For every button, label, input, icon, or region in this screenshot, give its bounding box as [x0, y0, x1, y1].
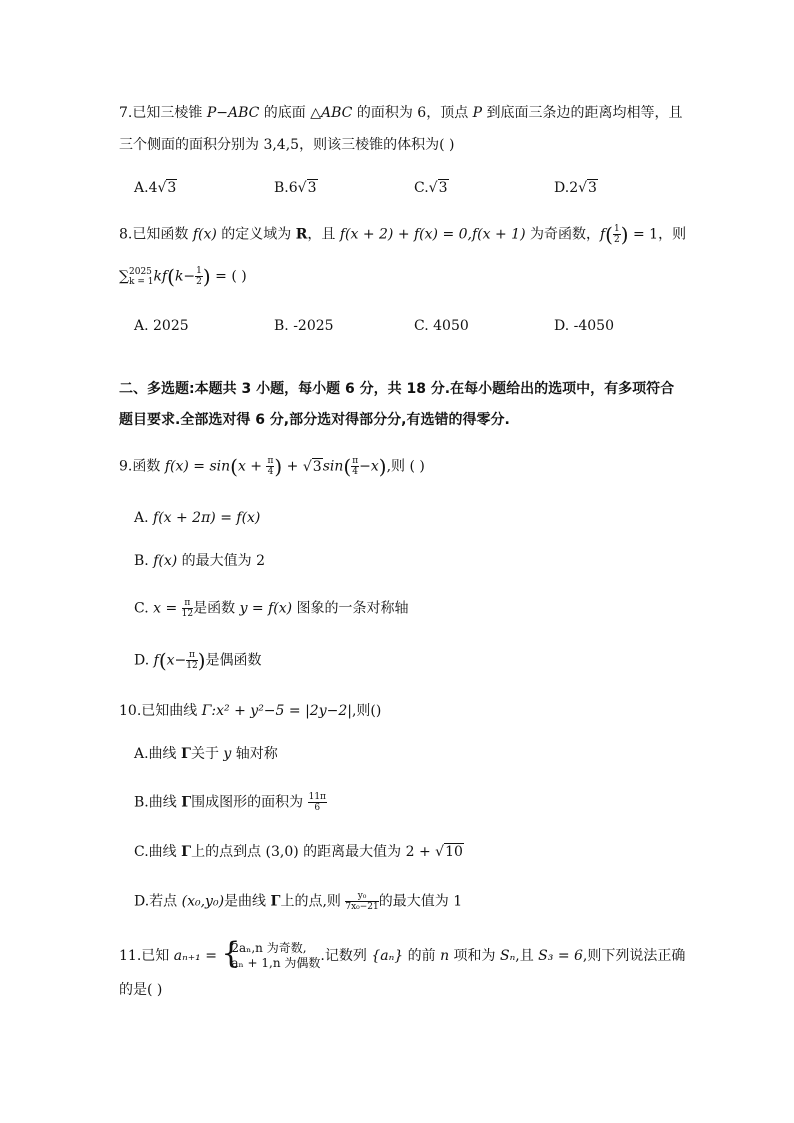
paren-close: )	[197, 648, 206, 673]
option-math: f(x)	[153, 553, 178, 569]
option-label: D.	[554, 180, 570, 196]
option-math: x−	[166, 652, 187, 669]
option-coef: 4	[148, 180, 158, 196]
sqrt-symbol: √3	[297, 180, 317, 196]
q10-stem	[119, 701, 381, 721]
q9-stem	[119, 456, 425, 477]
option-math: y = f(x)	[239, 600, 293, 617]
q7-option-d	[554, 178, 598, 198]
q7-option-a	[134, 178, 177, 198]
radicand: 3	[438, 180, 448, 196]
paren-open: (	[158, 648, 167, 673]
q9-text: ,则 ( )	[386, 458, 425, 475]
q7-stem-line2: 三个侧面的面积分别为 3,4,5，则该三棱锥的体积为( )	[119, 137, 455, 153]
q9-option-b	[134, 551, 265, 571]
frac-den: 12	[186, 661, 198, 671]
q9-option-c	[134, 598, 409, 619]
q10-text: 10.已知曲线	[119, 703, 202, 719]
sum-symbol: ∑	[119, 268, 129, 285]
option-text: 的最大值为 1	[378, 893, 463, 910]
frac-num: y₀	[345, 891, 378, 902]
q8-text: = 1，则	[628, 226, 687, 243]
frac-den: 12	[181, 609, 194, 619]
sqrt-symbol: √3	[302, 458, 322, 475]
q8-stem-line2	[119, 266, 247, 287]
frac-num: π	[352, 456, 359, 466]
q9-option-a	[134, 508, 260, 528]
option-label: A.	[134, 180, 149, 196]
brace-icon: {	[221, 936, 241, 971]
option-label: B.	[274, 180, 289, 196]
q11-text: 11.已知	[119, 948, 174, 964]
q11-stem-line2: 的是( )	[119, 982, 163, 998]
paren-open: (	[167, 264, 175, 289]
frac-den: 7x₀−21	[345, 902, 379, 912]
sum-lower: k = 1	[129, 276, 154, 287]
q10-option-a	[134, 744, 278, 764]
paren-close: )	[274, 454, 283, 479]
option-text: 上的点,则	[280, 893, 346, 910]
frac-den: 2	[613, 235, 620, 245]
option-text: 是函数	[193, 600, 240, 617]
frac-num: π	[186, 650, 197, 661]
section2-heading-line2: 题目要求.全部选对得 6 分,部分选对得部分分,有选错的得零分.	[119, 412, 510, 428]
q10-option-c	[134, 842, 464, 862]
option-text: 是曲线	[224, 893, 271, 910]
option-label: B.曲线	[134, 794, 182, 811]
paren-close: )	[620, 222, 629, 247]
q10-option-b	[134, 792, 327, 813]
option-math: Γ	[270, 893, 281, 910]
section2-heading-line1: 二、多选题:本题共 3 小题，每小题 6 分，共 18 分.在每小题给出的选项中，有多项符合	[119, 381, 675, 397]
paren-open: (	[605, 222, 613, 247]
frac-num: 11π	[308, 792, 326, 802]
option-math: f	[153, 652, 159, 669]
q8-text: 为奇函数，	[525, 226, 600, 243]
sqrt-symbol: √3	[428, 180, 448, 196]
radicand: 3	[167, 180, 177, 196]
q10-text: ,则()	[351, 703, 382, 719]
fraction	[613, 224, 621, 245]
q7-text: 的底面 △	[259, 105, 322, 121]
sum-limits	[129, 267, 153, 287]
q8-math-condition: f(x + 2) + f(x) = 0,f(x + 1)	[339, 226, 526, 243]
option-label: A.	[134, 510, 154, 526]
q7-stem-line1	[119, 103, 683, 123]
q11-math: Sₙ	[500, 948, 516, 964]
q9-math: −x	[359, 458, 379, 475]
q9-math: sin	[322, 458, 344, 475]
q8-text: ，且	[307, 226, 340, 243]
option-math: y	[223, 746, 232, 762]
q7-math-pabc: P−ABC	[206, 105, 260, 121]
option-math: Γ	[181, 794, 192, 811]
sum-upper: 2025	[129, 266, 152, 277]
option-label: B.	[134, 553, 154, 569]
radicand: 10	[445, 844, 463, 860]
q11-text: 的前	[403, 948, 441, 964]
q11-math: aₙ₊₁ =	[173, 948, 222, 964]
radicand: 3	[312, 458, 322, 475]
q8-math-f: f	[599, 226, 606, 243]
q7-option-b	[274, 178, 318, 198]
option-label: C.	[414, 180, 429, 196]
case-1: 2aₙ,n 为奇数,	[231, 941, 307, 955]
option-text: 图象的一条对称轴	[292, 600, 409, 617]
q9-math: +	[282, 458, 303, 475]
q9-math: x +	[237, 458, 267, 475]
q11-text: .记数列	[320, 948, 372, 964]
q9-option-d	[134, 650, 262, 671]
option-label: C.	[414, 318, 429, 334]
sum-body: kf	[153, 268, 168, 285]
option-label: D.	[134, 652, 154, 669]
frac-den: 4	[267, 467, 274, 477]
q7-text: 7.已知三棱锥	[119, 105, 207, 121]
option-label: B.	[274, 318, 289, 334]
option-value: -2025	[293, 318, 334, 334]
option-coef: 2	[569, 180, 579, 196]
q10-option-d	[134, 891, 462, 912]
radicand: 3	[307, 180, 317, 196]
option-label: A.	[134, 318, 149, 334]
q11-math: n	[440, 948, 450, 964]
frac-num: 1	[613, 224, 620, 234]
q8-option-d	[554, 316, 614, 336]
q8-math-r: R	[295, 226, 308, 243]
q7-text: 到底面三条边的距离均相等，且	[482, 105, 683, 121]
q11-text: ,且	[515, 948, 539, 964]
fraction	[351, 456, 359, 477]
option-label: A.曲线	[134, 746, 182, 762]
frac-num: 1	[196, 266, 202, 276]
q7-math-p: P	[472, 105, 483, 121]
fraction	[345, 891, 378, 912]
q11-math: {aₙ}	[371, 948, 404, 964]
option-math: (x₀,y₀)	[181, 893, 225, 910]
fraction	[186, 650, 197, 671]
option-math: Γ	[181, 746, 191, 762]
paren-close: )	[378, 454, 387, 479]
option-value: -4050	[573, 318, 614, 334]
option-math: x =	[153, 600, 182, 617]
q8-math-fx: f(x)	[192, 226, 217, 243]
option-text: 上的点到点 (3,0) 的距离最大值为 2 +	[191, 844, 436, 860]
q8-option-b	[274, 316, 334, 336]
sqrt-symbol: √3	[157, 180, 177, 196]
option-text: 轴对称	[231, 746, 278, 762]
q11-text: ,则下列说法正确	[582, 948, 686, 964]
q8-text: 的定义域为	[216, 226, 296, 243]
fraction	[195, 266, 203, 287]
option-text: 关于	[190, 746, 224, 762]
q8-option-a	[134, 316, 189, 336]
frac-num: π	[182, 598, 193, 609]
piecewise-cases	[221, 936, 321, 971]
q11-math: S₃ = 6	[538, 948, 583, 964]
paren-open: (	[343, 454, 352, 479]
frac-den: 6	[314, 803, 321, 813]
paren-close: )	[202, 264, 211, 289]
q7-text: 的面积为 6，顶点	[352, 105, 473, 121]
q8-text: = ( )	[210, 268, 247, 285]
option-coef: 6	[288, 180, 298, 196]
q8-option-c	[414, 316, 469, 336]
option-text: 的最大值为 2	[177, 553, 266, 569]
radicand: 3	[588, 180, 597, 196]
option-math: Γ	[181, 844, 192, 860]
case-2: aₙ + 1,n 为偶数	[231, 956, 321, 970]
sqrt-symbol: √10	[435, 844, 463, 860]
q7-math-abc: ABC	[321, 105, 353, 121]
option-value: 4050	[433, 318, 469, 334]
q8-text: 8.已知函数	[119, 226, 193, 243]
frac-den: 4	[352, 467, 359, 477]
q11-text: 项和为	[449, 948, 500, 964]
sum-inner: k−	[174, 268, 196, 285]
option-label: D.若点	[134, 893, 182, 910]
q10-math: Γ:x² + y²−5 = |2y−2|	[201, 703, 352, 719]
option-text: 围成图形的面积为	[191, 794, 308, 811]
q8-stem-line1	[119, 224, 686, 245]
sqrt-symbol: √3	[578, 180, 597, 196]
frac-den: 2	[196, 277, 202, 287]
option-label: D.	[554, 318, 570, 334]
q7-option-c	[414, 178, 449, 198]
option-label: C.	[134, 600, 154, 617]
option-label: C.曲线	[134, 844, 182, 860]
fraction	[308, 792, 327, 813]
option-math: f(x + 2π) = f(x)	[153, 510, 261, 526]
option-text: 是偶函数	[205, 652, 262, 669]
paren-open: (	[230, 454, 238, 479]
q9-text: 9.函数	[119, 458, 165, 475]
q9-math: f(x) = sin	[164, 458, 231, 475]
frac-num: π	[267, 456, 274, 466]
q11-stem-line1	[119, 936, 686, 971]
option-value: 2025	[153, 318, 189, 334]
fraction	[182, 598, 193, 619]
